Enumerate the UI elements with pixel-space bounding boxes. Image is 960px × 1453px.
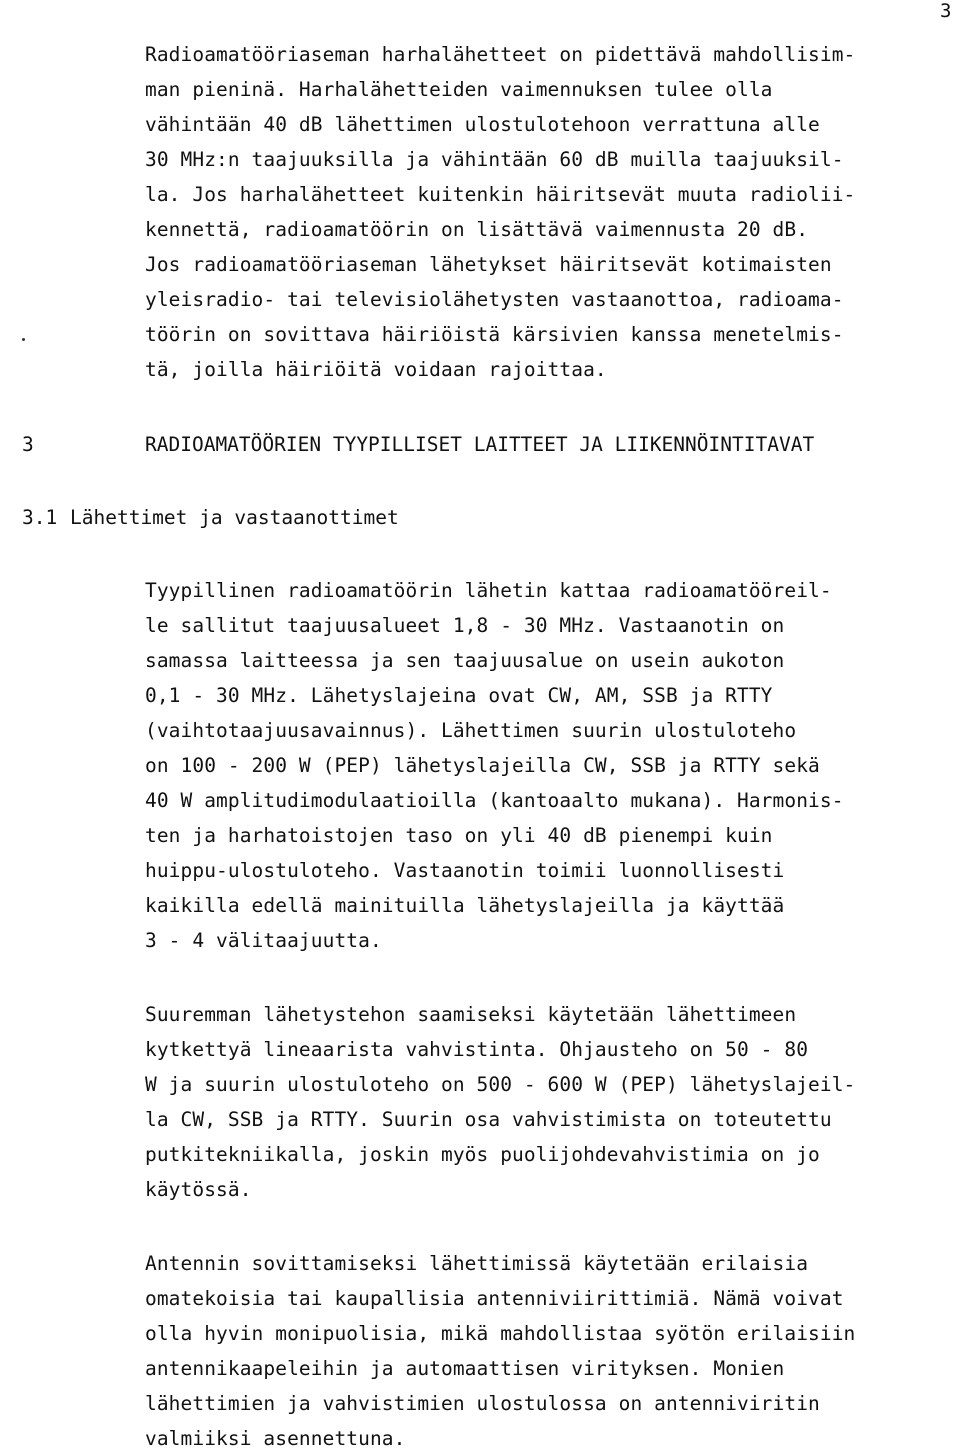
text-line: töörin on sovittava häiriöistä kärsivien kanssa menetelmis- (145, 323, 844, 346)
text-line: on 100 - 200 W (PEP) lähetyslajeilla CW, SSB ja RTTY sekä (145, 754, 820, 777)
text-line: omatekoisia tai kaupallisia antenniviirittimiä. Nämä voivat (145, 1287, 844, 1310)
text-line: 40 W amplitudimodulaatioilla (kantoaalto mukana). Harmonis- (145, 789, 844, 812)
text-line: man pieninä. Harhalähetteiden vaimennuksen tulee olla (145, 78, 773, 101)
text-line: yleisradio- tai televisiolähetysten vastaanottoa, radioama- (145, 288, 844, 311)
text-line: valmiiksi asennettuna. (145, 1427, 406, 1450)
text-line: la CW, SSB ja RTTY. Suurin osa vahvistimista on toteutettu (145, 1108, 832, 1131)
text-line: la. Jos harhalähetteet kuitenkin häiritsevät muuta radiolii- (145, 183, 856, 206)
text-line: W ja suurin ulostuloteho on 500 - 600 W (PEP) lähetyslajeil- (145, 1073, 856, 1096)
scan-speck (22, 338, 25, 341)
text-line: kytkettyä lineaarista vahvistinta. Ohjausteho on 50 - 80 (145, 1038, 809, 1061)
text-line: samassa laitteessa ja sen taajuusalue on usein aukoton (145, 649, 785, 672)
text-line: Jos radioamatööriaseman lähetykset häiritsevät kotimaisten (145, 253, 832, 276)
text-line: (vaihtotaajuusavainnus). Lähettimen suurin ulostuloteho (145, 719, 797, 742)
page-number: 3 (940, 0, 952, 22)
text-line: 3 - 4 välitaajuutta. (145, 929, 382, 952)
text-line: Radioamatööriaseman harhalähetteet on pidettävä mahdollisim- (145, 43, 856, 66)
chapter-number: 3 (22, 433, 34, 456)
text-line: 30 MHz:n taajuuksilla ja vähintään 60 dB muilla taajuuksil- (145, 148, 844, 171)
text-line: vähintään 40 dB lähettimen ulostulotehoon verrattuna alle (145, 113, 820, 136)
subsection-title: Lähettimet ja vastaanottimet (70, 506, 399, 529)
text-line: kaikilla edellä mainituilla lähetyslajeilla ja käyttää (145, 894, 785, 917)
text-line: 0,1 - 30 MHz. Lähetyslajeina ovat CW, AM, SSB ja RTTY (145, 684, 773, 707)
text-line: olla hyvin monipuolisia, mikä mahdollistaa syötön erilaisiin (145, 1322, 856, 1345)
chapter-title: RADIOAMATÖÖRIEN TYYPILLISET LAITTEET JA LIIKENNÖINTITAVAT (145, 433, 815, 456)
text-line: le sallitut taajuusalueet 1,8 - 30 MHz. Vastaanotin on (145, 614, 785, 637)
text-line: antennikaapeleihin ja automaattisen virityksen. Monien (145, 1357, 785, 1380)
subsection-number: 3.1 (22, 506, 58, 529)
text-line: lähettimien ja vahvistimien ulostulossa on antenniviritin (145, 1392, 820, 1415)
text-line: putkitekniikalla, joskin myös puolijohdevahvistimia on jo (145, 1143, 820, 1166)
text-line: Suuremman lähetystehon saamiseksi käytetään lähettimeen (145, 1003, 797, 1026)
text-line: Tyypillinen radioamatöörin lähetin kattaa radioamatööreil- (145, 579, 832, 602)
text-line: huippu-ulostuloteho. Vastaanotin toimii luonnollisesti (145, 859, 785, 882)
text-line: kennettä, radioamatöörin on lisättävä vaimennusta 20 dB. (145, 218, 809, 241)
text-line: ten ja harhatoistojen taso on yli 40 dB pienempi kuin (145, 824, 773, 847)
text-line: Antennin sovittamiseksi lähettimissä käytetään erilaisia (145, 1252, 809, 1275)
text-line: tä, joilla häiriöitä voidaan rajoittaa. (145, 358, 607, 381)
text-line: käytössä. (145, 1178, 252, 1201)
